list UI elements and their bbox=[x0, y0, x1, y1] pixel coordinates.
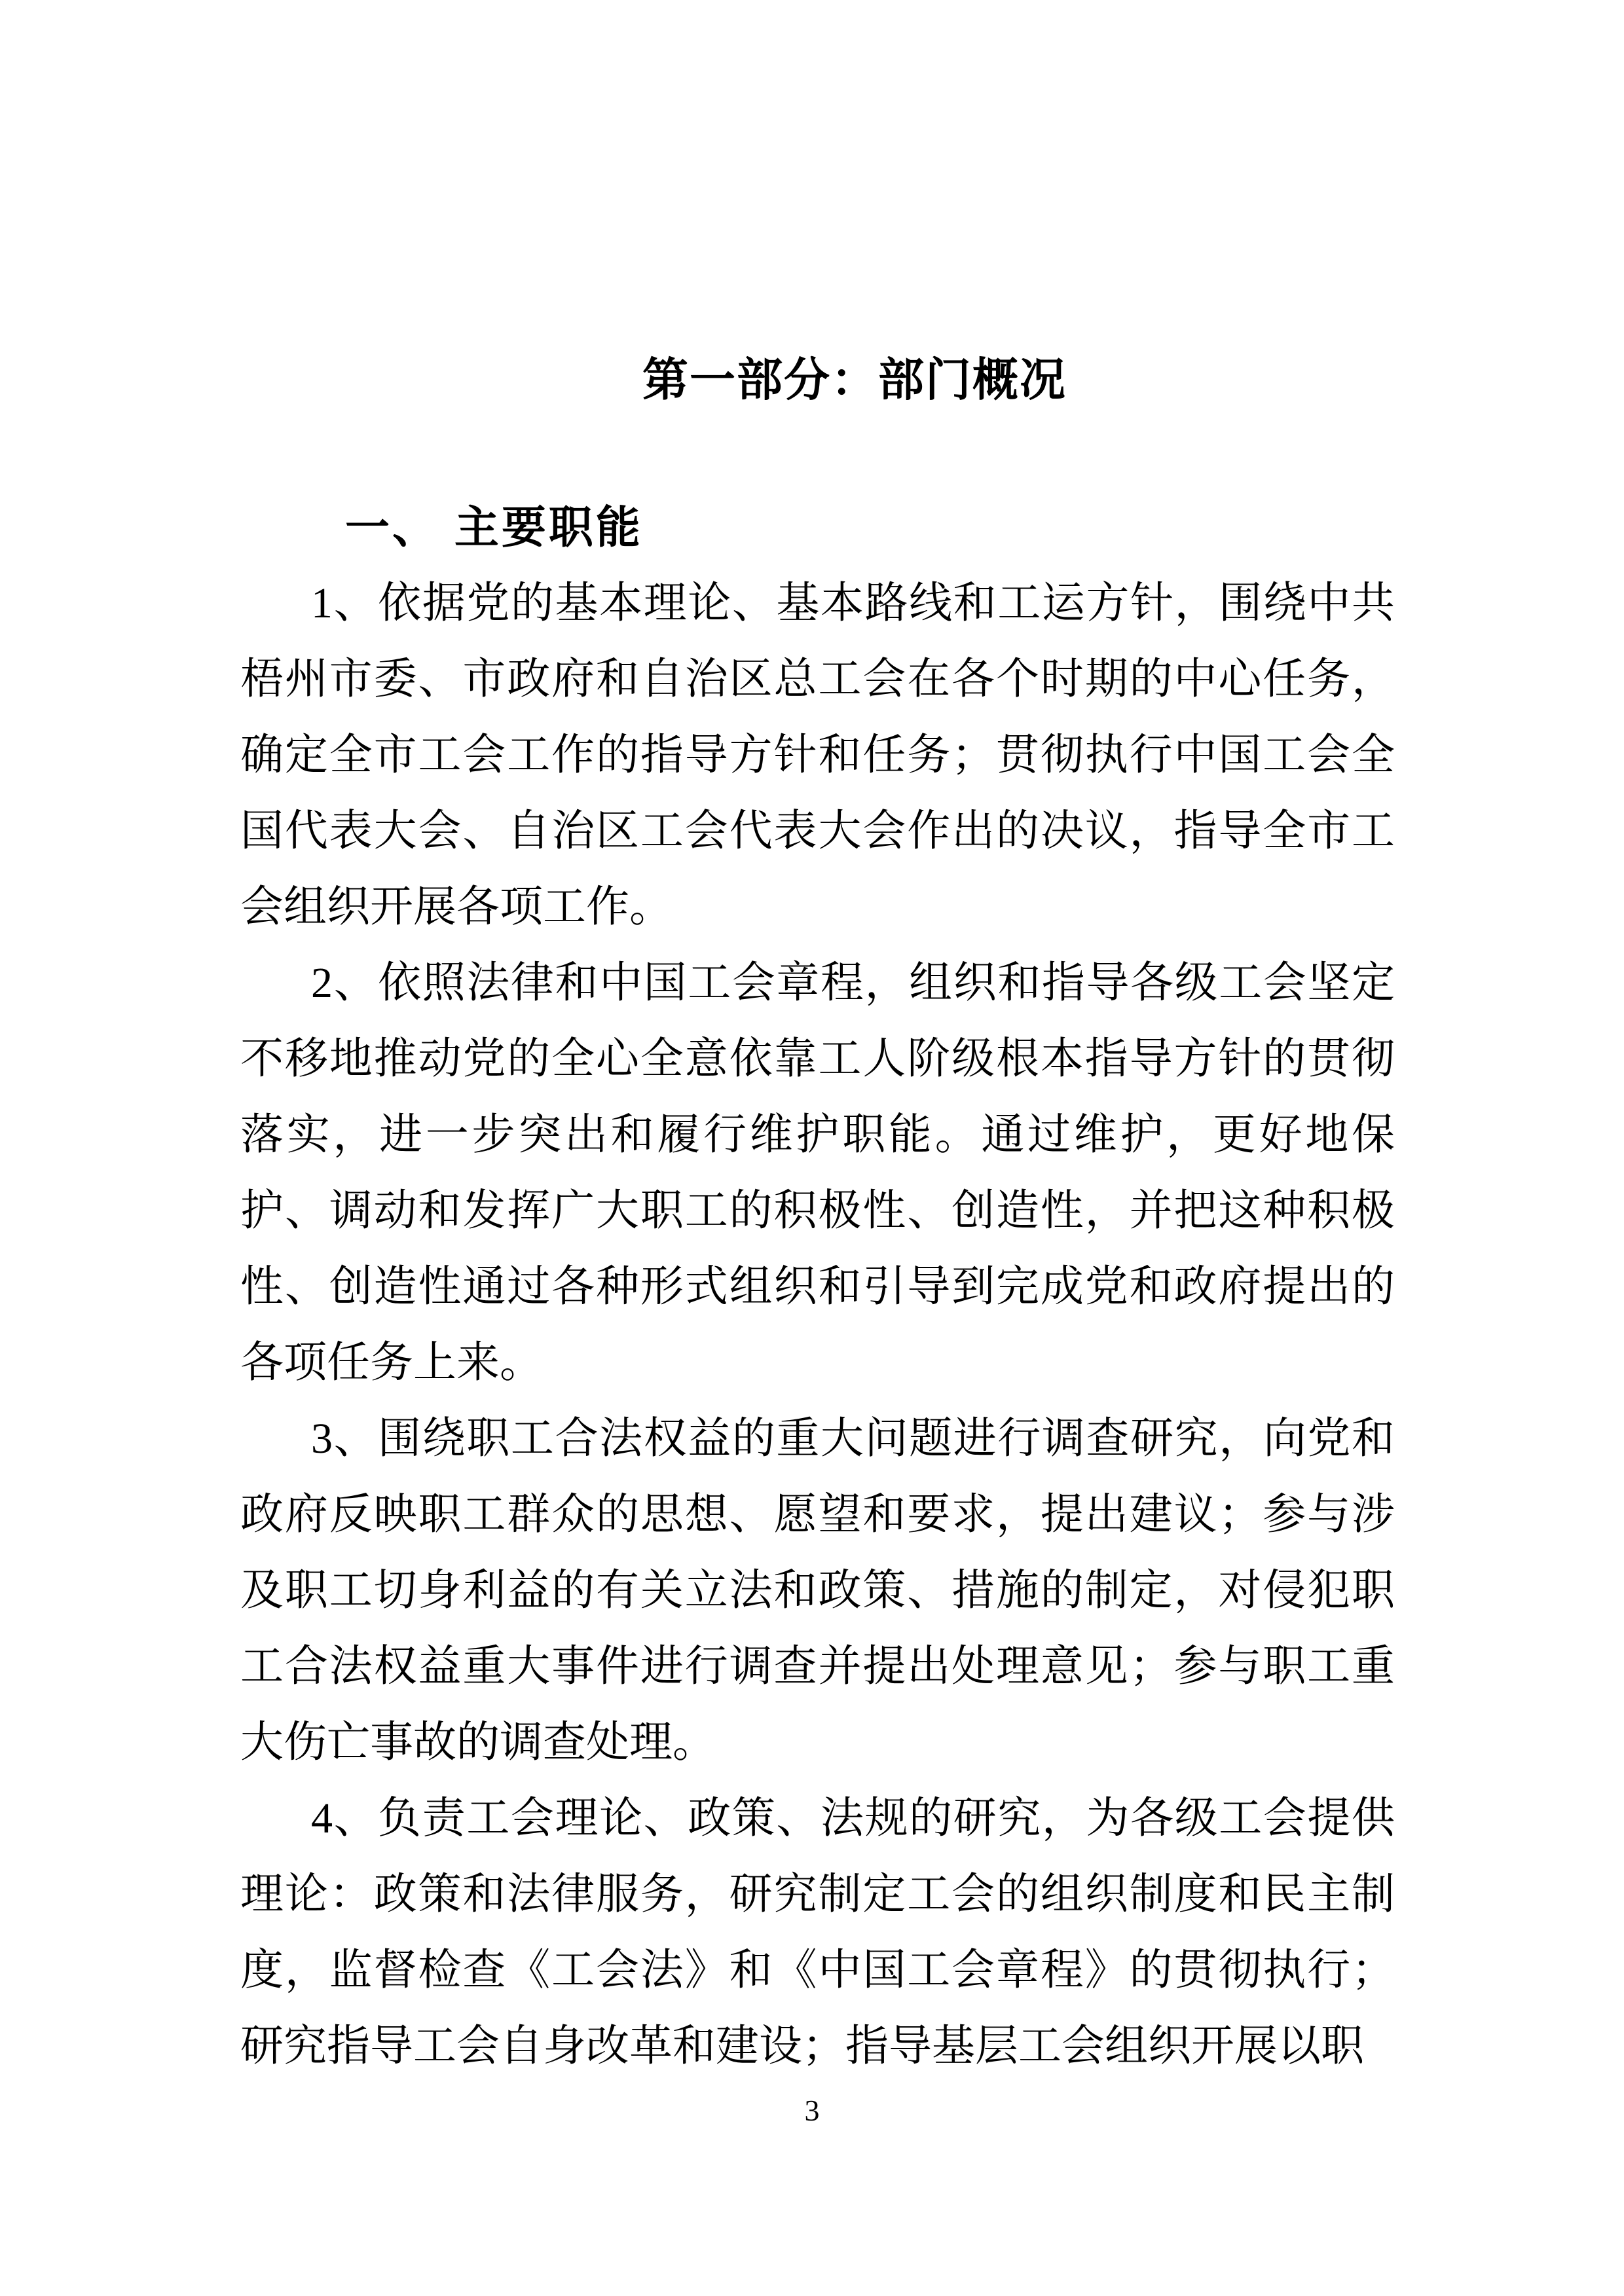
page-number: 3 bbox=[804, 2094, 820, 2127]
document-body bbox=[240, 490, 1395, 2085]
paragraph: 1、依据党的基本理论、基本路线和工运方针，围绕中共梧州市委、市政府和自治区总工会在各个时期的中心任务，确定全市工会工作的指导方针和任务；贯彻执行中国工会全国代表大会、自治区工会代表大会作出的决议，指导全市工会组织开展各项工作。 bbox=[240, 579, 1395, 931]
paragraph: 2、依照法律和中国工会章程，组织和指导各级工会坚定不移地推动党的全心全意依靠工人阶级根本指导方针的贯彻落实，进一步突出和履行维护职能。通过维护，更好地保护、调动和发挥广大职工的积极性、创造性，并把这种积极性、创造性通过各种形式组织和引导到完成党和政府提出的各项任务上来。 bbox=[240, 959, 1395, 1387]
doc-title: 第一部分：部门概况 bbox=[642, 354, 1067, 405]
paragraph: 4、负责工会理论、政策、法规的研究，为各级工会提供理论：政策和法律服务，研究制定工会的组织制度和民主制度，监督检查《工会法》和《中国工会章程》的贯彻执行；研究指导工会自身改革和建设；指导基层工会组织开展以职 bbox=[240, 1795, 1395, 2070]
paragraph: 3、围绕职工合法权益的重大问题进行调查研究，向党和政府反映职工群众的思想、愿望和要求，提出建议；参与涉及职工切身利益的有关立法和政策、措施的制定，对侵犯职工合法权益重大事件进行调查并提出处理意见；参与职工重大伤亡事故的调查处理。 bbox=[240, 1415, 1395, 1766]
section-heading: 一、 主要职能 bbox=[345, 503, 643, 553]
